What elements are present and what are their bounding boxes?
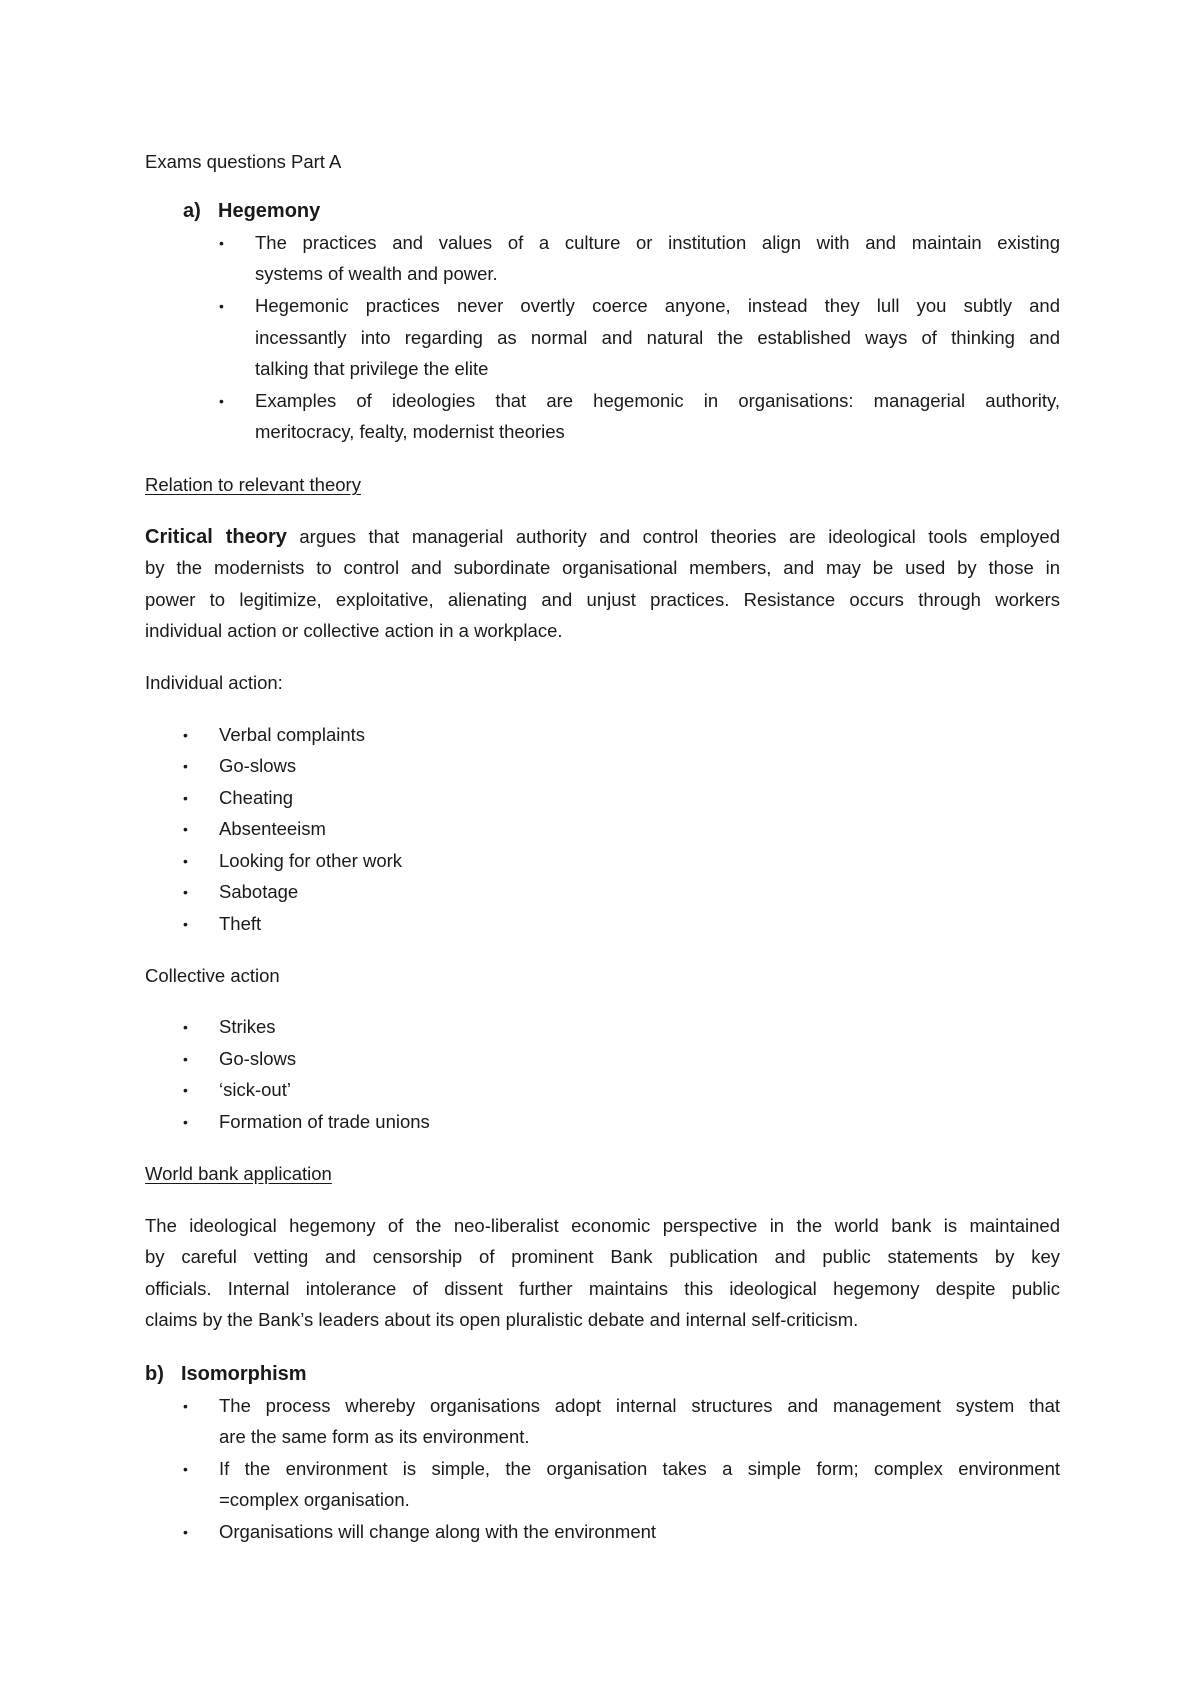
world-bank-line-1: The ideological hegemony of the neo-liberalist economic perspective in the world bank is maintained <box>145 1215 1060 1236</box>
bullet-glyph: • <box>183 853 188 869</box>
individual-item: Sabotage <box>219 881 299 902</box>
bullet-glyph: • <box>183 1114 188 1130</box>
world-bank-heading: World bank application <box>145 1163 332 1184</box>
bullet-glyph: • <box>183 1051 188 1067</box>
bullet-glyph: • <box>219 393 224 409</box>
individual-item: Theft <box>219 913 262 934</box>
section-a-bullet-2-line-1: Hegemonic practices never overtly coerce anyone, instead they lull you subtly and <box>255 295 1060 316</box>
individual-item: Absenteeism <box>219 818 326 839</box>
bullet-glyph: • <box>183 1082 188 1098</box>
bullet-glyph: • <box>183 758 188 774</box>
bullet-glyph: • <box>183 916 188 932</box>
world-bank-line-4: claims by the Bank’s leaders about its open pluralistic debate and internal self-criticism. <box>145 1309 859 1330</box>
bullet-glyph: • <box>183 727 188 743</box>
collective-item: Formation of trade unions <box>219 1111 430 1132</box>
collective-item: ‘sick-out’ <box>219 1079 291 1100</box>
bullet-glyph: • <box>183 1524 188 1540</box>
bullet-glyph: • <box>183 790 188 806</box>
bullet-glyph: • <box>219 298 224 314</box>
section-a-bullet-3-line-2: meritocracy, fealty, modernist theories <box>255 421 565 442</box>
section-b-bullet-1-line-1: The process whereby organisations adopt internal structures and management system that <box>219 1395 1060 1416</box>
bullet-glyph: • <box>183 1019 188 1035</box>
section-b-bullet-1-line-2: are the same form as its environment. <box>219 1426 530 1447</box>
individual-item: Verbal complaints <box>219 724 366 745</box>
section-b-label: b) <box>145 1363 164 1385</box>
world-bank-line-3: officials. Internal intolerance of dissent further maintains this ideological hegemony despite public <box>145 1278 1060 1299</box>
critical-theory-term: Critical theory <box>145 526 287 548</box>
document-title: Exams questions Part A <box>145 151 342 172</box>
section-a-bullet-1-line-2: systems of wealth and power. <box>255 263 498 284</box>
individual-item: Cheating <box>219 787 294 808</box>
section-a-bullet-2-line-3: talking that privilege the elite <box>255 358 489 379</box>
relation-heading: Relation to relevant theory <box>145 474 361 495</box>
bullet-glyph: • <box>183 1461 188 1477</box>
section-b-bullet-2-line-2: =complex organisation. <box>219 1489 410 1510</box>
critical-theory-text: argues that managerial authority and control theories are ideological tools employed <box>299 526 1061 547</box>
section-a-bullet-2-line-2: incessantly into regarding as normal and natural the established ways of thinking and <box>255 327 1060 348</box>
section-a-heading: Hegemony <box>218 200 321 222</box>
collective-action-heading: Collective action <box>145 965 280 986</box>
individual-item: Looking for other work <box>219 850 403 871</box>
collective-item: Strikes <box>219 1016 276 1037</box>
bullet-glyph: • <box>183 821 188 837</box>
bullet-glyph: • <box>219 235 224 251</box>
critical-theory-line-1 <box>145 525 1060 549</box>
world-bank-line-2: by careful vetting and censorship of prominent Bank publication and public statements by key <box>145 1246 1060 1267</box>
section-a-label: a) <box>183 200 201 222</box>
collective-item: Go-slows <box>219 1048 297 1069</box>
critical-theory-line-4: individual action or collective action in a workplace. <box>145 620 563 641</box>
individual-action-heading: Individual action: <box>145 672 283 693</box>
critical-theory-line-3: power to legitimize, exploitative, alienating and unjust practices. Resistance occurs through workers <box>145 589 1060 610</box>
critical-theory-line-2: by the modernists to control and subordinate organisational members, and may be used by those in <box>145 557 1060 578</box>
section-a-bullet-1-line-1: The practices and values of a culture or institution align with and maintain existing <box>255 232 1060 253</box>
bullet-glyph: • <box>183 884 188 900</box>
section-b-heading: Isomorphism <box>181 1363 307 1385</box>
bullet-glyph: • <box>183 1398 188 1414</box>
section-a-bullet-3-line-1: Examples of ideologies that are hegemonic in organisations: managerial authority, <box>255 390 1060 411</box>
section-b-bullet-3-line-1: Organisations will change along with the environment <box>219 1521 657 1542</box>
individual-item: Go-slows <box>219 755 297 776</box>
section-b-bullet-2-line-1: If the environment is simple, the organisation takes a simple form; complex environment <box>219 1458 1060 1479</box>
